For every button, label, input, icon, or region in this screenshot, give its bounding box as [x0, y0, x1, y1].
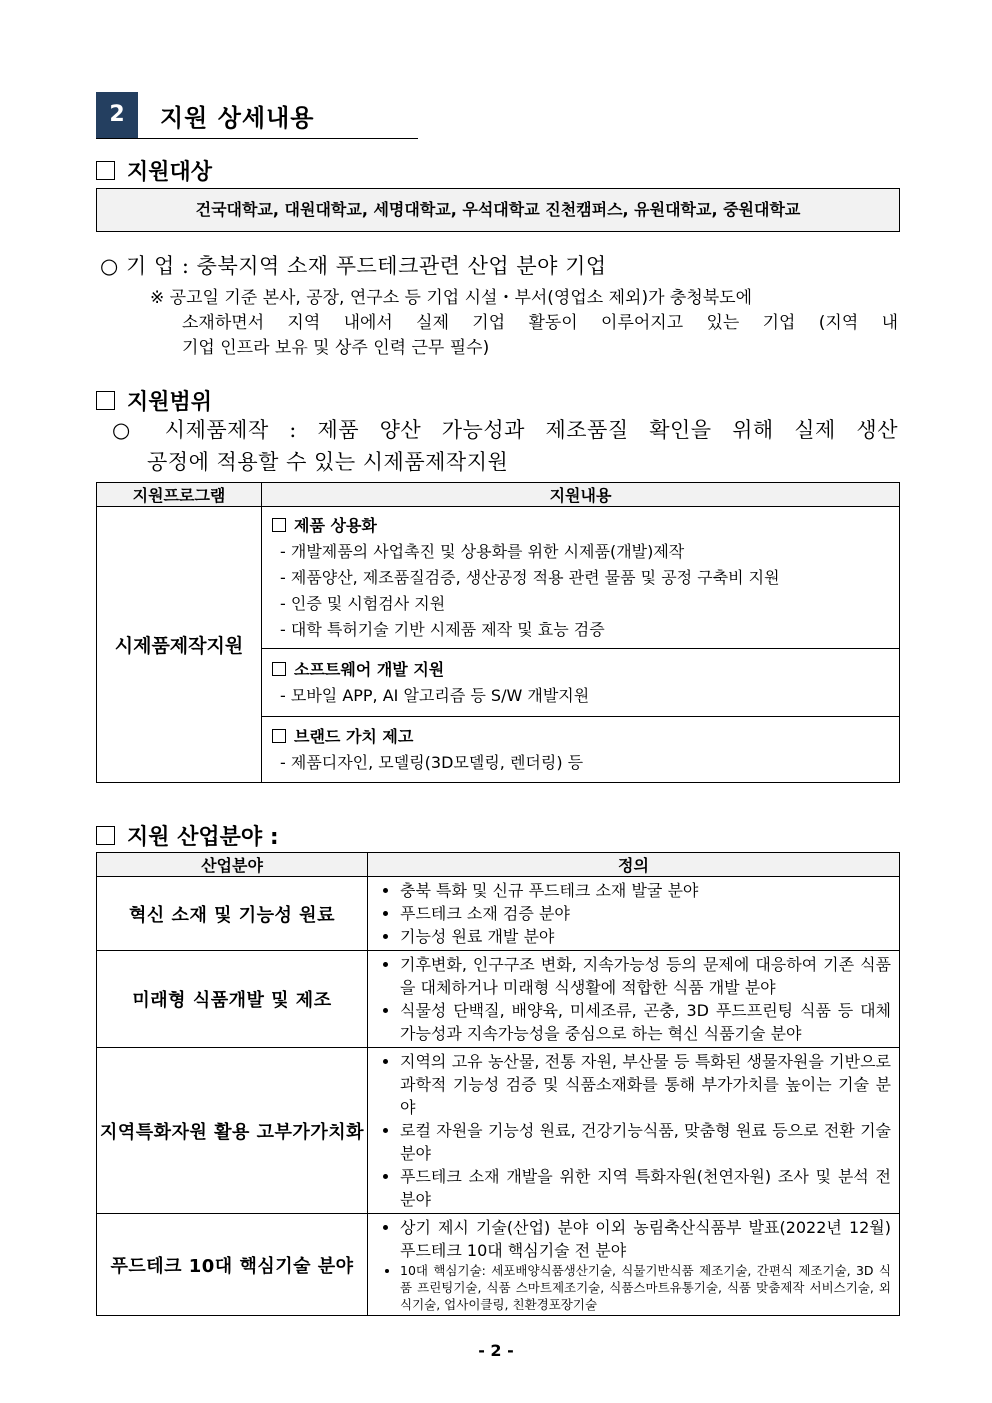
list-item: - 제품양산, 제조품질검증, 생산공정 적용 관련 물품 및 공정 구축비 지원 [280, 567, 780, 587]
section-title: 지원 상세내용 [160, 104, 315, 132]
universities-box: 건국대학교, 대원대학교, 세명대학교, 우석대학교 진천캠퍼스, 유원대학교, 중원대학교 [96, 188, 900, 232]
list-item: • 상기 제시 기술(산업) 분야 이외 농림축산식품부 발표(2022년 12월) 푸드테크 10대 핵심기술 전 분야 [400, 1216, 891, 1262]
checkbox-square-icon [96, 161, 115, 180]
note-line-2: 소재하면서 지역 내에서 실제 기업 활동이 이루어지고 있는 기업 (지역 내 [182, 313, 898, 333]
program-name: 시제품제작지원 [97, 507, 262, 783]
list-item: • 기후변화, 인구구조 변화, 지속가능성 등의 문제에 대응하여 기존 식품을 대체하거나 미래형 식생활에 적합한 식품 개발 분야 [400, 953, 891, 999]
list-item: • 10대 핵심기술: 세포배양식품생산기술, 식물기반식품 제조기술, 간편식 제조기술, 3D 식품 프린팅기술, 식품 스마트제조기술, 식품스마트유통기술, 식품 맞춤제작 서비스기술, 외식기술, 업사이클링, 친환경포장기술 [400, 1262, 891, 1313]
industry-definition [368, 1214, 900, 1316]
industry-name: 푸드테크 10대 핵심기술 분야 [97, 1214, 368, 1316]
industry-name: 지역특화자원 활용 고부가가치화 [97, 1048, 368, 1214]
table-header-content: 지원내용 [262, 483, 900, 507]
table-header-definition: 정의 [368, 853, 900, 877]
list-item: - 모바일 APP, AI 알고리즘 등 S/W 개발지원 [280, 685, 590, 705]
checkbox-square-icon [272, 662, 286, 676]
page-number: - 2 - [478, 1341, 514, 1360]
scope-desc-line-2: 공정에 적용할 수 있는 시제품제작지원 [147, 450, 509, 474]
group-title: 브랜드 가치 제고 [294, 726, 414, 746]
industry-definition [368, 951, 900, 1048]
note-line-3: 기업 인프라 보유 및 상주 인력 근무 필수) [182, 338, 490, 358]
list-item: • 푸드테크 소재 개발을 위한 지역 특화자원(천연자원) 조사 및 분석 전 분야 [400, 1165, 891, 1211]
list-item: - 제품디자인, 모델링(3D모델링, 렌더링) 등 [280, 752, 584, 772]
table-header-industry: 산업분야 [97, 853, 368, 877]
table-header-program: 지원프로그램 [97, 483, 262, 507]
list-item: - 개발제품의 사업촉진 및 상용화를 위한 시제품(개발)제작 [280, 541, 685, 561]
group-title: 소프트웨어 개발 지원 [294, 659, 445, 679]
group-title: 제품 상용화 [294, 515, 377, 535]
content-group [262, 649, 900, 717]
list-item: • 지역의 고유 농산물, 전통 자원, 부산물 등 특화된 생물자원을 기반으로 과학적 기능성 검증 및 식품소재화를 통해 부가가치를 높이는 기술 분야 [400, 1050, 891, 1119]
checkbox-square-icon [96, 826, 115, 845]
list-item: • 로컬 자원을 기능성 원료, 건강기능식품, 맞춤형 원료 등으로 전환 기술 분야 [400, 1119, 891, 1165]
list-item: • 충북 특화 및 신규 푸드테크 소재 발굴 분야 [400, 879, 891, 902]
list-item: - 대학 특허기술 기반 시제품 제작 및 효능 검증 [280, 619, 605, 639]
content-group [262, 717, 900, 783]
industry-definition [368, 1048, 900, 1214]
content-group [262, 507, 900, 649]
industry-table [96, 852, 900, 1316]
section-header [96, 92, 418, 140]
checkbox-square-icon [272, 518, 286, 532]
support-program-table [96, 482, 900, 783]
list-item: - 인증 및 시험검사 지원 [280, 593, 446, 613]
note-line-1: ※ 공고일 기준 본사, 공장, 연구소 등 기업 시설・부서(영업소 제외)가 충청북도에 [150, 288, 753, 308]
section-underline [96, 138, 418, 139]
industry-definition [368, 877, 900, 951]
company-definition: ○ 기 업 : 충북지역 소재 푸드테크관련 산업 분야 기업 [100, 254, 607, 278]
checkbox-square-icon [96, 391, 115, 410]
industry-name: 혁신 소재 및 기능성 원료 [97, 877, 368, 951]
industry-heading: 지원 산업분야 : [96, 820, 279, 851]
scope-desc-line-1: ○ 시제품제작 : 제품 양산 가능성과 제조품질 확인을 위해 실제 생산 [112, 418, 898, 442]
checkbox-square-icon [272, 729, 286, 743]
section-number: 2 [96, 92, 138, 138]
list-item: • 기능성 원료 개발 분야 [400, 925, 891, 948]
list-item: • 푸드테크 소재 검증 분야 [400, 902, 891, 925]
target-heading: 지원대상 [96, 155, 212, 186]
scope-heading: 지원범위 [96, 385, 212, 416]
list-item: • 식물성 단백질, 배양육, 미세조류, 곤충, 3D 푸드프린팅 식품 등 대체 가능성과 지속가능성을 중심으로 하는 혁신 식품기술 분야 [400, 999, 891, 1045]
industry-name: 미래형 식품개발 및 제조 [97, 951, 368, 1048]
